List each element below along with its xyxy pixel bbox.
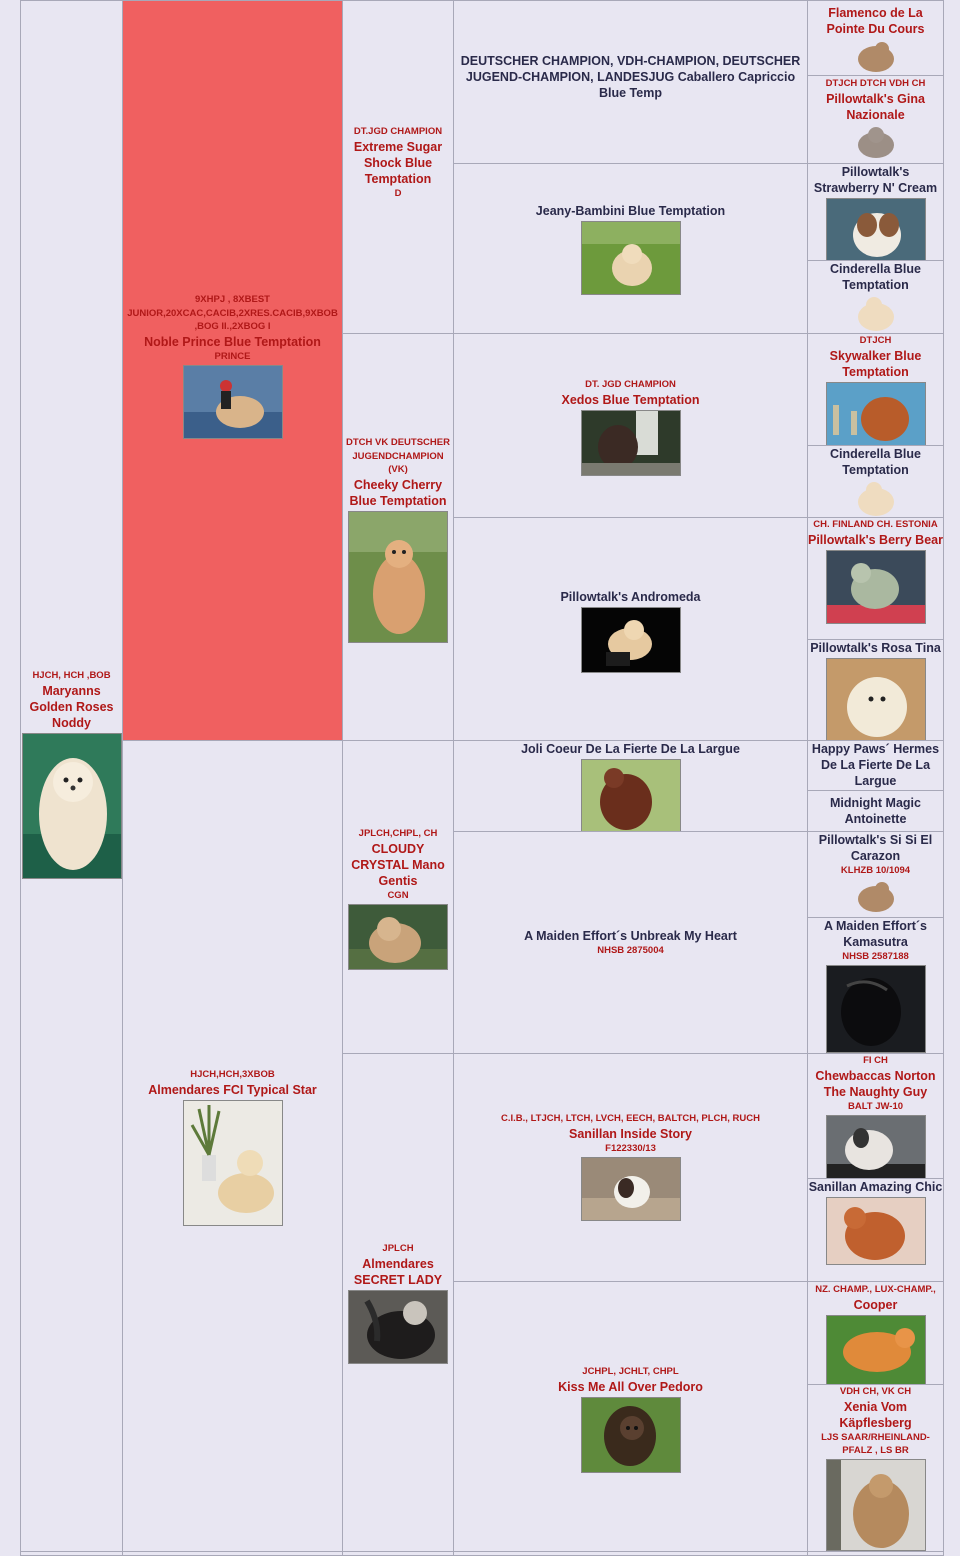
dog-black-bg-photo[interactable] [581, 607, 681, 673]
cream-dog-photo[interactable] [22, 733, 122, 879]
gen3-cell-4 [342, 1053, 454, 1556]
registration: PRINCE [214, 350, 251, 362]
dog-name-link[interactable]: Xenia Vom Käpflesberg [839, 1399, 912, 1430]
silhouette-grey-icon [852, 125, 900, 159]
registration: LJS SAAR/RHEINLAND-PFALZ , LS BR [821, 1431, 930, 1456]
parti-dog-photo[interactable] [826, 1115, 926, 1181]
dog-name-link[interactable]: Pillowtalk's Strawberry N' Cream [813, 165, 938, 195]
gen5-cell-9 [807, 740, 944, 791]
dog-on-steps-photo[interactable] [581, 1157, 681, 1221]
gold-dog-grass-photo[interactable] [348, 511, 448, 643]
gen4-cell-4 [453, 517, 808, 741]
dog-name-link[interactable]: Pillowtalk's Si Si El Carazon [818, 833, 933, 863]
registration: KLHZB 10/1094 [840, 865, 911, 876]
dog-name-link[interactable]: Jeany-Bambini Blue Temptation [535, 204, 726, 218]
fluffy-dog-photo[interactable] [348, 904, 448, 970]
registration: D [394, 187, 402, 199]
dog-name-link[interactable]: DEUTSCHER CHAMPION, VDH-CHAMPION, DEUTSCHER JUGEND-CHAMPION, LANDESJUG Caballero Capriccio Blue Temp [460, 54, 801, 100]
brown-dog-photo[interactable] [581, 759, 681, 833]
dark-shaggy-dog-photo[interactable] [581, 1397, 681, 1473]
bottom-rule [20, 1551, 944, 1552]
gen4-cell-6 [453, 831, 808, 1054]
gen5-cell-13 [807, 1053, 944, 1179]
gen5-cell-15 [807, 1281, 944, 1385]
gen5-cell-8 [807, 639, 944, 741]
gen4-cell-1 [453, 0, 808, 164]
dog-name-link[interactable]: Midnight Magic Antoinette [830, 796, 921, 826]
gen5-cell-10 [807, 790, 944, 832]
titles: VDH CH, VK CH [839, 1386, 912, 1397]
registration: NHSB 2875004 [597, 945, 664, 956]
dog-name-link[interactable]: Chewbaccas Norton The Naughty Guy [815, 1068, 936, 1099]
titles: 9XHPJ , 8XBEST JUNIOR,20XCAC,CACIB,2XRES.CACIB,9XBOB ,BOG II.,2XBOG I [127, 294, 338, 332]
dog-name-link[interactable]: Xedos Blue Temptation [561, 392, 700, 407]
registration: CGN [387, 889, 409, 901]
gen5-cell-16 [807, 1384, 944, 1556]
gen5-cell-2 [807, 75, 944, 164]
titles: CH. FINLAND CH. ESTONIA [813, 519, 938, 530]
grey-dog-table-photo[interactable] [826, 550, 926, 624]
dog-name-link[interactable]: Almendares SECRET LADY [353, 1256, 443, 1287]
silhouette-cream-icon [852, 295, 900, 331]
dog-name-link[interactable]: Extreme Sugar Shock Blue Temptation [353, 139, 443, 186]
titles: DTCH VK DEUTSCHER JUGENDCHAMPION (VK) [346, 437, 450, 475]
dog-name-link[interactable]: A Maiden Effort´s Kamasutra [823, 919, 927, 949]
gen5-cell-3 [807, 163, 944, 261]
gen2-cell-sire [122, 0, 343, 741]
titles: FI CH [863, 1055, 888, 1066]
gen3-cell-1 [342, 0, 454, 334]
gen5-cell-7 [807, 517, 944, 640]
dog-name-link[interactable]: Happy Paws´ Hermes De La Fierte De La Largue [811, 742, 940, 788]
dog-name-link[interactable]: Pillowtalk's Andromeda [560, 590, 701, 604]
dog-on-grass-photo[interactable] [581, 221, 681, 295]
dog-name-link[interactable]: Cinderella Blue Temptation [830, 447, 921, 477]
titles: HJCH, HCH ,BOB [32, 670, 111, 681]
registration: NHSB 2587188 [842, 951, 909, 962]
gen5-cell-5 [807, 333, 944, 446]
gen3-cell-2 [342, 333, 454, 741]
dog-name-link[interactable]: Kiss Me All Over Pedoro [558, 1379, 703, 1394]
silhouette-brown-icon [852, 39, 900, 73]
titles: DTJCH DTCH VDH CH [825, 78, 926, 89]
gen5-cell-12 [807, 917, 944, 1054]
dog-name-link[interactable]: Flamenco de La Pointe Du Cours [826, 5, 925, 36]
show-dog-photo[interactable] [183, 365, 283, 439]
dog-name-link[interactable]: Skywalker Blue Temptation [829, 348, 922, 379]
dog-name-link[interactable]: Pillowtalk's Rosa Tina [810, 641, 941, 655]
titles: DT.JGD CHAMPION [353, 126, 443, 137]
titles: HJCH,HCH,3XBOB [190, 1069, 275, 1080]
tricolor-dog-photo[interactable] [826, 198, 926, 262]
gen5-cell-14 [807, 1178, 944, 1282]
registration: BALT JW-10 [847, 1100, 904, 1112]
gen4-cell-8 [453, 1281, 808, 1556]
black-dog-photo[interactable] [826, 965, 926, 1053]
titles: NZ. CHAMP., LUX-CHAMP., [815, 1284, 936, 1295]
titles: C.I.B., LTJCH, LTCH, LVCH, EECH, BALTCH, PLCH, RUCH [501, 1113, 760, 1124]
dog-name-link[interactable]: Sanillan Amazing Chic [808, 1180, 943, 1194]
white-dog-photo[interactable] [826, 658, 926, 742]
silhouette-brown-icon [852, 879, 900, 913]
gen4-cell-3 [453, 333, 808, 518]
dark-dog-photo[interactable] [348, 1290, 448, 1364]
gen5-cell-6 [807, 445, 944, 518]
dog-name-link[interactable]: Pillowtalk's Berry Bear [808, 532, 943, 547]
cream-dog-plant-photo[interactable] [183, 1100, 283, 1226]
titles: DTJCH [859, 335, 892, 346]
titles: DT. JGD CHAMPION [585, 379, 676, 390]
gen4-cell-2 [453, 163, 808, 334]
gen5-cell-11 [807, 831, 944, 918]
silhouette-cream-icon [852, 480, 900, 516]
gen4-cell-5 [453, 740, 808, 832]
long-coat-dog-photo[interactable] [826, 1459, 926, 1551]
registration: F122330/13 [605, 1142, 656, 1154]
titles: JPLCH,CHPL, CH [358, 828, 438, 839]
red-dog-photo[interactable] [826, 1197, 926, 1265]
dog-name-link[interactable]: Pillowtalk's Gina Nazionale [826, 91, 925, 122]
dog-name-link[interactable]: Cooper [853, 1297, 898, 1312]
dog-name-link[interactable]: Cheeky Cherry Blue Temptation [349, 477, 447, 508]
gen4-cell-7 [453, 1053, 808, 1282]
orange-dog-grass-photo[interactable] [826, 1315, 926, 1385]
dog-name-link[interactable]: Joli Coeur De La Fierte De La Largue [521, 742, 740, 756]
dog-name-link[interactable]: CLOUDY CRYSTAL Mano Gentis [351, 841, 445, 888]
gen5-cell-4 [807, 260, 944, 334]
dog-name-link[interactable]: Maryanns Golden Roses Noddy [29, 683, 114, 730]
dark-dog-fountain-photo[interactable] [581, 410, 681, 476]
dog-name-link[interactable]: Sanillan Inside Story [569, 1126, 692, 1141]
gen3-cell-3 [342, 740, 454, 1054]
dog-trophies-photo[interactable] [826, 382, 926, 446]
gen2-cell-dam [122, 740, 343, 1556]
dog-name-link[interactable]: Noble Prince Blue Temptation [144, 334, 321, 349]
gen5-cell-1 [807, 0, 944, 76]
dog-name-link[interactable]: Almendares FCI Typical Star [148, 1082, 317, 1097]
gen1-cell [20, 0, 123, 1556]
dog-name-link[interactable]: Cinderella Blue Temptation [830, 262, 921, 292]
dog-name-link[interactable]: A Maiden Effort´s Unbreak My Heart [524, 929, 737, 943]
titles: JCHPL, JCHLT, CHPL [582, 1366, 679, 1377]
titles: JPLCH [382, 1243, 414, 1254]
